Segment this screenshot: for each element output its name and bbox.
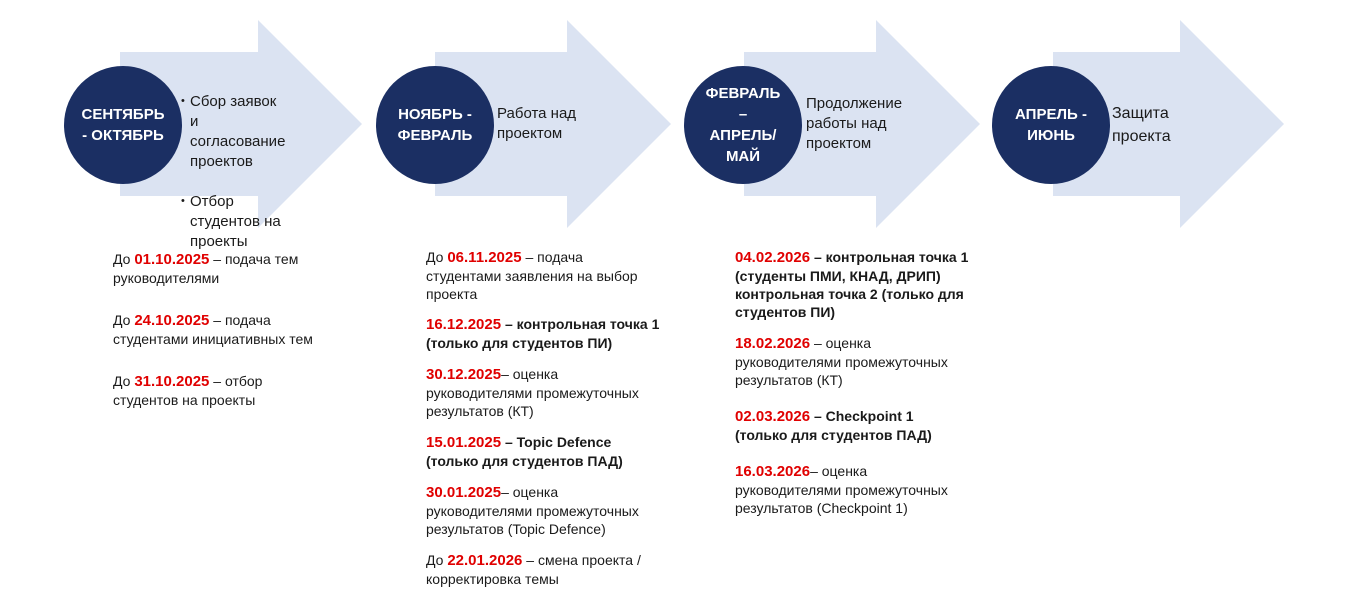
stage-label: ФЕВРАЛЬ – АПРЕЛЬ/ МАЙ [705,85,781,165]
deadline-entry: 30.01.2025– оценка руководителями промежуточных результатов (Topic Defence) [426,484,639,537]
stage-circle-november-february [376,66,494,184]
deadline-entry: 18.02.2026 – оценка руководителями промежуточных результатов (КТ) [735,335,948,388]
deadline-entry: До 31.10.2025 – отбор студентов на проекты [113,373,263,408]
stage-label: АПРЕЛЬ - ИЮНЬ [1015,106,1087,144]
deadline-entry: До 22.01.2026 – смена проекта / корректировка темы [426,552,641,587]
stage-bullet: • Отбор студентов на проекты [182,192,312,252]
deadline-entry: До 24.10.2025 – подача студентами инициативных тем [113,312,313,347]
stage-circle-february-may [684,66,802,184]
stage-description-3: Продолжение работы над проектом [806,95,903,152]
deadline-entry: 16.12.2025 – контрольная точка 1 (только для студентов ПИ) [426,316,660,351]
deadline-date: 31.10.2025 [134,373,210,390]
stage-description-2: Работа над проектом [497,105,577,142]
deadline-column-1 [113,250,353,409]
stage-circle-september-october [64,66,182,184]
stage-label: НОЯБРЬ - ФЕВРАЛЬ [397,106,473,144]
deadline-date: 04.02.2026 [735,249,811,266]
deadline-entry: До 01.10.2025 – подача тем руководителями [113,251,299,286]
stage-circle-april-june [992,66,1110,184]
stage-bullet: • Сбор заявок и согласование проектов [182,92,312,172]
deadline-date: 16.12.2025 [426,316,502,333]
deadline-date: 30.12.2025 [426,366,502,383]
stage-label: СЕНТЯБРЬ - ОКТЯБРЬ [81,106,165,144]
deadline-column-2 [426,248,696,588]
deadline-date: 06.11.2025 [447,249,522,266]
deadline-date: 16.03.2026 [735,463,811,480]
deadline-date: 02.03.2026 [735,408,811,425]
deadline-entry: 16.03.2026– оценка руководителями промежуточных результатов (Checkpoint 1) [735,463,948,516]
deadline-date: 30.01.2025 [426,484,502,501]
deadline-entry: 30.12.2025– оценка руководителями промежуточных результатов (КТ) [426,366,639,419]
deadline-column-3 [735,248,1005,517]
deadline-entry: До 06.11.2025 – подача студентами заявления на выбор проекта [426,249,638,302]
deadline-entry: 15.01.2025 – Topic Defence (только для студентов ПАД) [426,434,623,469]
deadline-date: 01.10.2025 [134,251,210,268]
deadline-entry: 02.03.2026 – Checkpoint 1 (только для студентов ПАД) [735,408,932,443]
deadline-date: 22.01.2026 [447,552,523,569]
deadline-date: 15.01.2025 [426,434,502,451]
deadline-entry: 04.02.2026 – контрольная точка 1 (студенты ПМИ, КНАД, ДРИП) контрольная точка 2 (только для студентов ПИ) [735,249,969,320]
deadline-date: 24.10.2025 [134,312,210,329]
stage-description-4: Защита проекта [1112,105,1171,145]
deadline-date: 18.02.2026 [735,335,811,352]
